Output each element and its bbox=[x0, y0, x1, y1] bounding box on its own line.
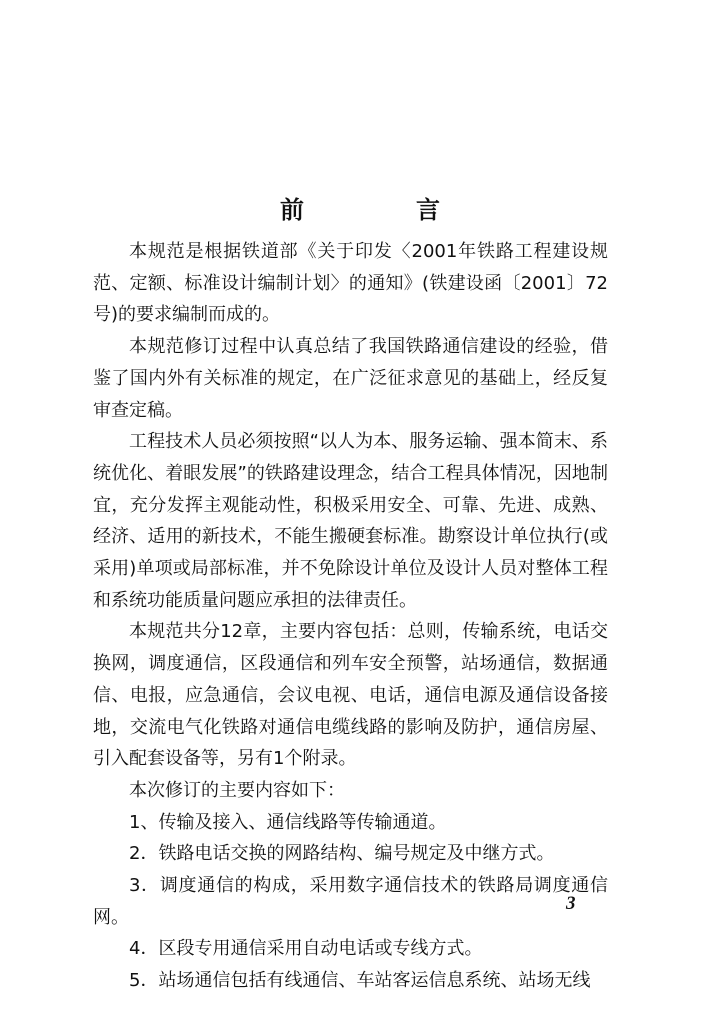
list-item-2: 2．铁路电话交换的网路结构、编号规定及中继方式。 bbox=[129, 843, 555, 865]
list-item-4: 4．区段专用通信采用自动电话或专线方式。 bbox=[129, 938, 483, 960]
paragraph-2: 本规范修订过程中认真总结了我国铁路通信建设的经验，借鉴了国内外有关标准的规定，在广泛征求意见的基础上，经反复审查定稿。 bbox=[93, 336, 608, 421]
paragraph-4: 本规范共分12章，主要内容包括：总则，传输系统，电话交换网，调度通信，区段通信和列车安全预警，站场通信，数据通信、电报，应急通信，会议电视、电话，通信电源及通信设备接地，交流电气化铁路对通信电缆线路的影响及防护，通信房屋、引入配套设备等，另有1个附录。 bbox=[93, 621, 608, 770]
page-title: 前 言 bbox=[280, 196, 484, 224]
paragraph-3: 工程技术人员必须按照“以人为本、服务运输、强本简末、系统优化、着眼发展”的铁路建设理念，结合工程具体情况，因地制宜，充分发挥主观能动性，积极采用安全、可靠、先进、成熟、经济、适用的新技术，不能生搬硬套标准。勘察设计单位执行(或采用)单项或局部标准，并不免除设计单位及设计人员对整体工程和系统功能质量问题应承担的法律责任。 bbox=[93, 431, 608, 611]
list-item-5: 5．站场通信包括有线通信、车站客运信息系统、站场无线 bbox=[129, 970, 591, 992]
paragraph-5: 本次修订的主要内容如下： bbox=[129, 779, 345, 801]
list-item-3: 3．调度通信的构成，采用数字通信技术的铁路局调度通信网。 bbox=[93, 875, 608, 928]
list-item-1: 1、传输及接入、通信线路等传输通道。 bbox=[129, 811, 447, 833]
body-text bbox=[93, 236, 608, 997]
paragraph-1: 本规范是根据铁道部《关于印发〈2001年铁路工程建设规范、定额、标准设计编制计划〉的通知》(铁建设函〔2001〕72号)的要求编制而成的。 bbox=[93, 241, 608, 326]
page-number: 3 bbox=[566, 893, 576, 914]
